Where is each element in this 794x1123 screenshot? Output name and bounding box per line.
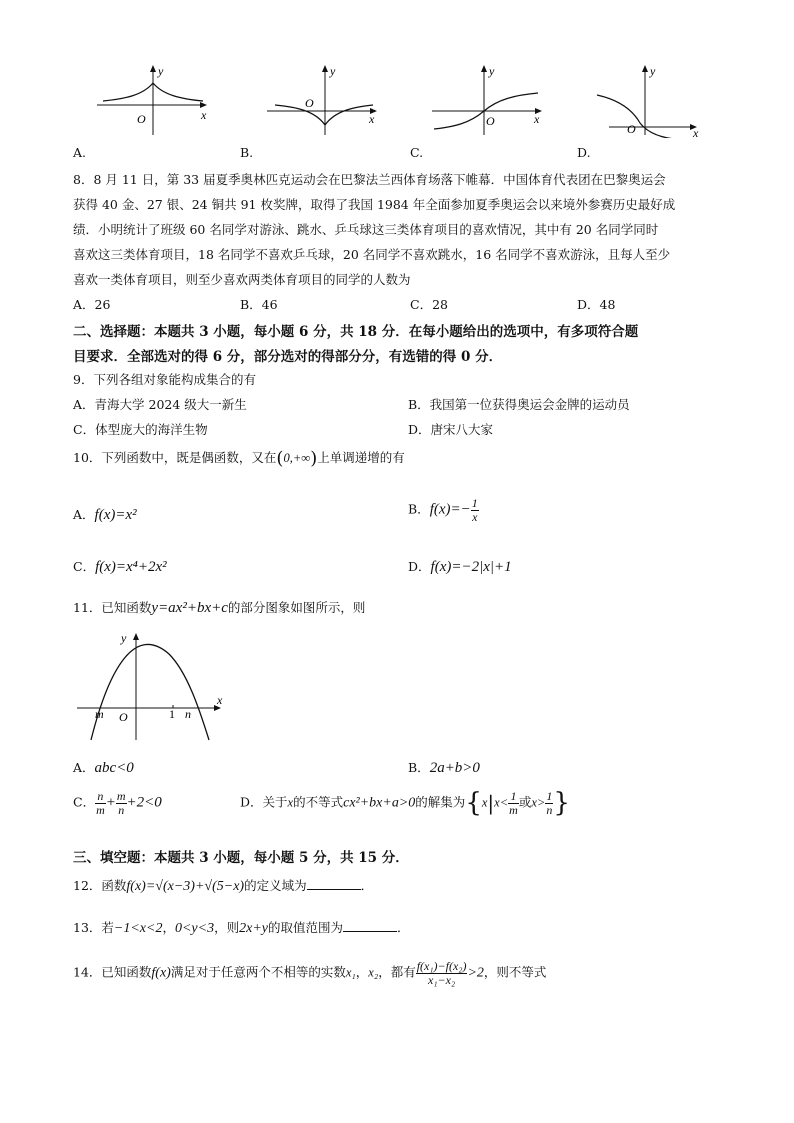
option-label: D．关于 <box>240 794 288 810</box>
q9-option-b: B．我国第一位获得奥运会金牌的运动员 <box>408 397 630 412</box>
q14-post: ，则不等式 <box>483 964 547 980</box>
c-frac1-den: m <box>96 802 105 817</box>
q12 <box>73 876 373 895</box>
q10-stem-pre: 10．下列函数中，既是偶函数，又在 <box>73 450 277 465</box>
c-frac1-num: n <box>95 790 106 804</box>
q7-option-d: D. <box>577 145 591 160</box>
q12-post: 的定义域为 <box>244 878 307 893</box>
q8-option-a: A．26 <box>73 297 111 312</box>
d-cond1: x< <box>494 795 509 810</box>
answer-blank[interactable] <box>343 921 397 932</box>
q14-x1: x₁ <box>345 965 356 980</box>
q7-option-c: C. <box>410 145 424 160</box>
q11-option-c <box>73 790 162 816</box>
root-m-label: m <box>95 707 104 721</box>
option-a-graph <box>95 63 215 138</box>
q10-option-b <box>408 497 479 523</box>
section-3-title: 三、填空题：本题共 3 小题，每小题 5 分，共 15 分． <box>73 850 409 866</box>
d-set-var: x <box>481 795 488 810</box>
q10-b-expr: f(x)=− <box>429 501 471 518</box>
q7-option-a: A. <box>73 145 87 160</box>
d-sol: 的解集为 <box>415 794 466 810</box>
axis-y-label: y <box>158 64 164 78</box>
origin-label: O <box>305 96 314 110</box>
q8-option-c: C．28 <box>410 297 448 312</box>
q9-option-a: A．青海大学 2024 级大一新生 <box>73 397 247 412</box>
option-label: B． <box>408 760 430 775</box>
axis-y-label: y <box>650 64 656 78</box>
axis-y-label: y <box>330 64 336 78</box>
q9-option-d: D．唐宋八大家 <box>408 422 494 437</box>
option-label: C． <box>73 794 96 810</box>
q8-line-1: 8．8 月 11 日，第 33 届夏季奥林匹克运动会在巴黎法兰西体育场落下帷幕．中国体育代表团在巴黎奥运会 <box>73 172 666 187</box>
q13-mid: ，则 <box>214 920 240 935</box>
option-label: A． <box>73 507 95 522</box>
q11-stem-post: 的部分图象如图所示，则 <box>227 600 366 615</box>
q10-stem-post: 上单调递增的有 <box>317 450 405 465</box>
axis-y-label: y <box>121 631 127 645</box>
option-c-graph <box>430 63 550 138</box>
axis-y-label: y <box>489 64 495 78</box>
option-label: C． <box>73 559 96 574</box>
q10-option-a <box>73 505 137 524</box>
answer-blank[interactable] <box>307 879 361 890</box>
option-label: B． <box>408 501 430 517</box>
q11-stem <box>73 598 365 617</box>
q12-pre: 12．函数 <box>73 878 127 893</box>
q10-stem: 10．下列函数中，既是偶函数，又在(0,+∞)上单调递增的有 <box>73 448 405 469</box>
q14-mid2: ，都有 <box>378 964 416 980</box>
q10-b-num: 1 <box>471 496 478 510</box>
q14-pre: 14．已知函数 <box>73 964 152 980</box>
q11-option-b <box>408 758 480 777</box>
option-d-graph <box>595 63 705 138</box>
q13-cond2: 0<y<3 <box>174 921 215 936</box>
q11-parabola-graph <box>75 628 235 743</box>
origin-label: O <box>486 114 495 128</box>
q11-b-expr: 2a+b>0 <box>429 760 480 776</box>
option-b-graph <box>265 63 385 138</box>
q10-a-expr: f(x)=x² <box>94 507 137 523</box>
q10-option-d <box>408 557 512 576</box>
q11-func: y=ax²+bx+c <box>151 600 228 616</box>
q10-option-c <box>73 557 167 576</box>
q13-sep: ， <box>162 920 175 935</box>
q11-a-expr: abc<0 <box>94 760 134 776</box>
q10-b-den: x <box>472 509 478 524</box>
section-2-title-line-1: 二、选择题：本题共 3 小题，每小题 6 分，共 18 分．在每小题给出的选项中，有多项符合题 <box>73 324 639 340</box>
q13-end: ． <box>397 920 410 935</box>
q14-fx: f(x) <box>151 965 171 981</box>
q12-expr: f(x)=√(x−3)+√(5−x) <box>126 879 245 894</box>
q14-frac-num: f(x₁)−f(x₂) <box>416 959 467 973</box>
q8-option-b: B．46 <box>240 297 278 312</box>
d-var: x <box>287 795 294 810</box>
c-frac2-num: m <box>116 789 126 803</box>
d-frac1-den: m <box>509 802 518 817</box>
q9-stem: 9．下列各组对象能构成集合的有 <box>73 372 256 387</box>
q14 <box>73 960 546 986</box>
q14-mid: 满足对于任意两个不相等的实数 <box>170 964 346 980</box>
d-frac1-num: 1 <box>508 790 519 804</box>
axis-x-label: x <box>693 126 699 138</box>
origin-label: O <box>627 122 636 136</box>
q10-d-expr: f(x)=−2|x|+1 <box>430 559 512 575</box>
q13-pre: 13．若 <box>73 920 114 935</box>
q10-interval: 0,+∞ <box>283 451 311 465</box>
q11-option-a <box>73 758 134 777</box>
q11-stem-pre: 11．已知函数 <box>73 600 152 615</box>
d-frac2-num: 1 <box>546 788 553 803</box>
q8-line-2: 获得 40 金、27 银、24 铜共 91 枚奖牌，取得了我国 1984 年全面参加夏季奥运会以来境外参赛历史最好成 <box>73 197 676 212</box>
c-frac2-den: n <box>118 802 125 817</box>
c-tail: +2<0 <box>126 794 162 811</box>
d-mid: 的不等式 <box>293 794 344 810</box>
axis-x-label: x <box>369 112 375 126</box>
axis-x-label: x <box>201 108 207 122</box>
axis-x-label: x <box>534 112 540 126</box>
root-n-label: n <box>185 707 191 721</box>
d-inequality: cx²+bx+a>0 <box>343 795 416 811</box>
plus-sign: + <box>105 794 116 811</box>
origin-label: O <box>137 112 146 126</box>
d-or: 或 <box>518 794 532 810</box>
q14-gt: >2 <box>467 965 484 981</box>
q9-option-c: C．体型庞大的海洋生物 <box>73 422 208 437</box>
axis-x-label: x <box>217 693 223 707</box>
tick-one-label: 1 <box>169 707 175 721</box>
q14-x2: x₂ <box>368 965 379 980</box>
q8-line-3: 绩．小明统计了班级 60 名同学对游泳、跳水、乒乓球这三类体育项目的喜欢情况，其中有 20 名同学同时 <box>73 222 659 237</box>
q13 <box>73 918 410 937</box>
d-cond2: x> <box>531 795 546 810</box>
section-2-title-line-2: 目要求．全部选对的得 6 分，部分选对的得部分分，有选错的得 0 分． <box>73 349 503 365</box>
q13-post: 的取值范围为 <box>267 920 343 935</box>
q13-expr: 2x+y <box>239 921 268 936</box>
d-frac2-den: n <box>546 802 553 817</box>
q8-line-5: 喜欢一类体育项目，则至少喜欢两类体育项目的同学的人数为 <box>73 272 411 287</box>
q7-option-b: B. <box>240 145 254 160</box>
origin-label: O <box>119 710 128 724</box>
q10-c-expr: f(x)=x⁴+2x² <box>95 559 167 575</box>
q14-frac-den: x₁−x₂ <box>428 972 456 987</box>
q8-option-d: D．48 <box>577 297 616 312</box>
option-label: A． <box>73 760 95 775</box>
q8-line-4: 喜欢这三类体育项目，18 名同学不喜欢乒乓球，20 名同学不喜欢跳水，16 名同学不喜欢游泳，且每人至少 <box>73 247 671 262</box>
option-label: D． <box>408 559 431 574</box>
q11-option-d: D．关于x的不等式cx²+bx+a>0的解集为{x|x< $\frac{1}{m}$ 或x> $\frac{1}{n}$ } <box>240 788 570 818</box>
q14-comma: ， <box>355 964 369 980</box>
q13-cond1: −1<x<2 <box>113 921 163 936</box>
q12-end: ． <box>360 878 374 893</box>
